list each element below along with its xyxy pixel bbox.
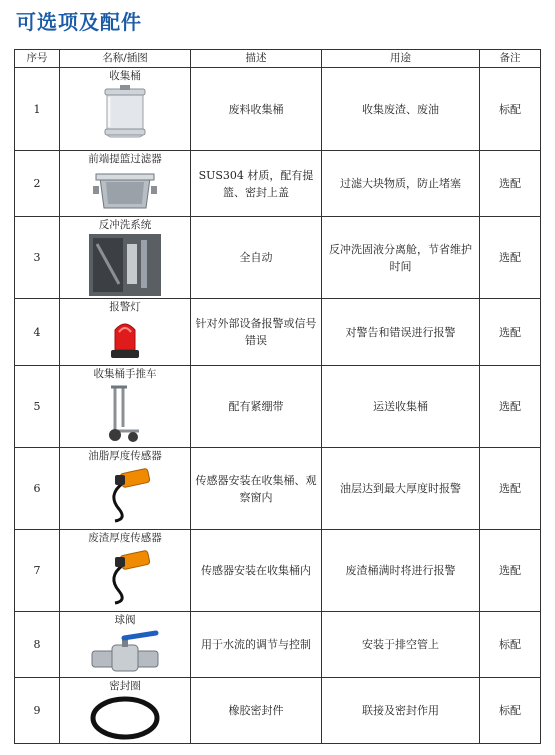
header-name: 名称/插图 [60,50,191,68]
row-use: 反冲洗固液分离舱，节省维护时间 [322,217,480,299]
row-name: 密封圈 [109,680,141,692]
row-desc: 用于水流的调节与控制 [191,612,322,678]
header-desc: 描述 [191,50,322,68]
row-desc: 配有紧绷带 [191,366,322,448]
table-row [15,530,541,612]
row-name: 前端提篮过滤器 [88,153,162,165]
page-title: 可选项及配件 [16,10,142,34]
header-use: 用途 [322,50,480,68]
row-note: 选配 [480,151,541,217]
row-note: 标配 [480,68,541,151]
table-row [15,151,541,217]
row-desc: SUS304 材质，配有提篮、密封上盖 [191,151,322,217]
row-desc: 传感器安装在收集桶内 [191,530,322,612]
row-no: 6 [15,448,60,530]
table-row [15,612,541,678]
row-desc: 废料收集桶 [191,68,322,151]
seal-ring-icon [89,695,161,741]
hand-truck-icon [101,383,149,443]
backwash-system-icon [89,234,161,296]
row-note: 标配 [480,612,541,678]
row-use: 废渣桶满时将进行报警 [322,530,480,612]
row-no: 5 [15,366,60,448]
alarm-light-icon [107,316,143,362]
thickness-sensor-icon [97,547,153,605]
table-header-row [15,50,541,68]
row-name: 报警灯 [109,301,141,313]
table-row [15,299,541,366]
ball-valve-icon [88,629,162,673]
row-no: 1 [15,68,60,151]
row-name: 收集桶 [109,70,141,82]
row-name: 油脂厚度传感器 [88,450,162,462]
row-use: 运送收集桶 [322,366,480,448]
row-use: 联接及密封作用 [322,678,480,744]
row-no: 7 [15,530,60,612]
row-use: 对警告和错误进行报警 [322,299,480,366]
row-use: 收集废渣、废油 [322,68,480,151]
row-desc: 全自动 [191,217,322,299]
header-note: 备注 [480,50,541,68]
row-no: 4 [15,299,60,366]
row-note: 标配 [480,678,541,744]
row-note: 选配 [480,217,541,299]
row-name: 收集桶手推车 [93,368,157,380]
row-no: 2 [15,151,60,217]
row-use: 油层达到最大厚度时报警 [322,448,480,530]
options-table [14,49,541,744]
row-note: 选配 [480,448,541,530]
row-note: 选配 [480,366,541,448]
row-name: 废渣厚度传感器 [88,532,162,544]
collection-barrel-icon [100,85,150,141]
row-no: 3 [15,217,60,299]
row-desc: 橡胶密封件 [191,678,322,744]
header-no: 序号 [15,50,60,68]
row-desc: 传感器安装在收集桶、观察窗内 [191,448,322,530]
row-name: 反冲洗系统 [98,219,152,231]
row-no: 8 [15,612,60,678]
table-row [15,217,541,299]
table-row [15,678,541,744]
row-use: 安装于排空管上 [322,612,480,678]
row-use: 过滤大块物质，防止堵塞 [322,151,480,217]
table-row [15,366,541,448]
row-desc: 针对外部设备报警或信号错误 [191,299,322,366]
thickness-sensor-icon [97,465,153,523]
table-row [15,68,541,151]
table-row [15,448,541,530]
row-note: 选配 [480,530,541,612]
row-name: 球阀 [114,614,136,626]
row-note: 选配 [480,299,541,366]
basket-filter-icon [92,168,158,212]
row-no: 9 [15,678,60,744]
